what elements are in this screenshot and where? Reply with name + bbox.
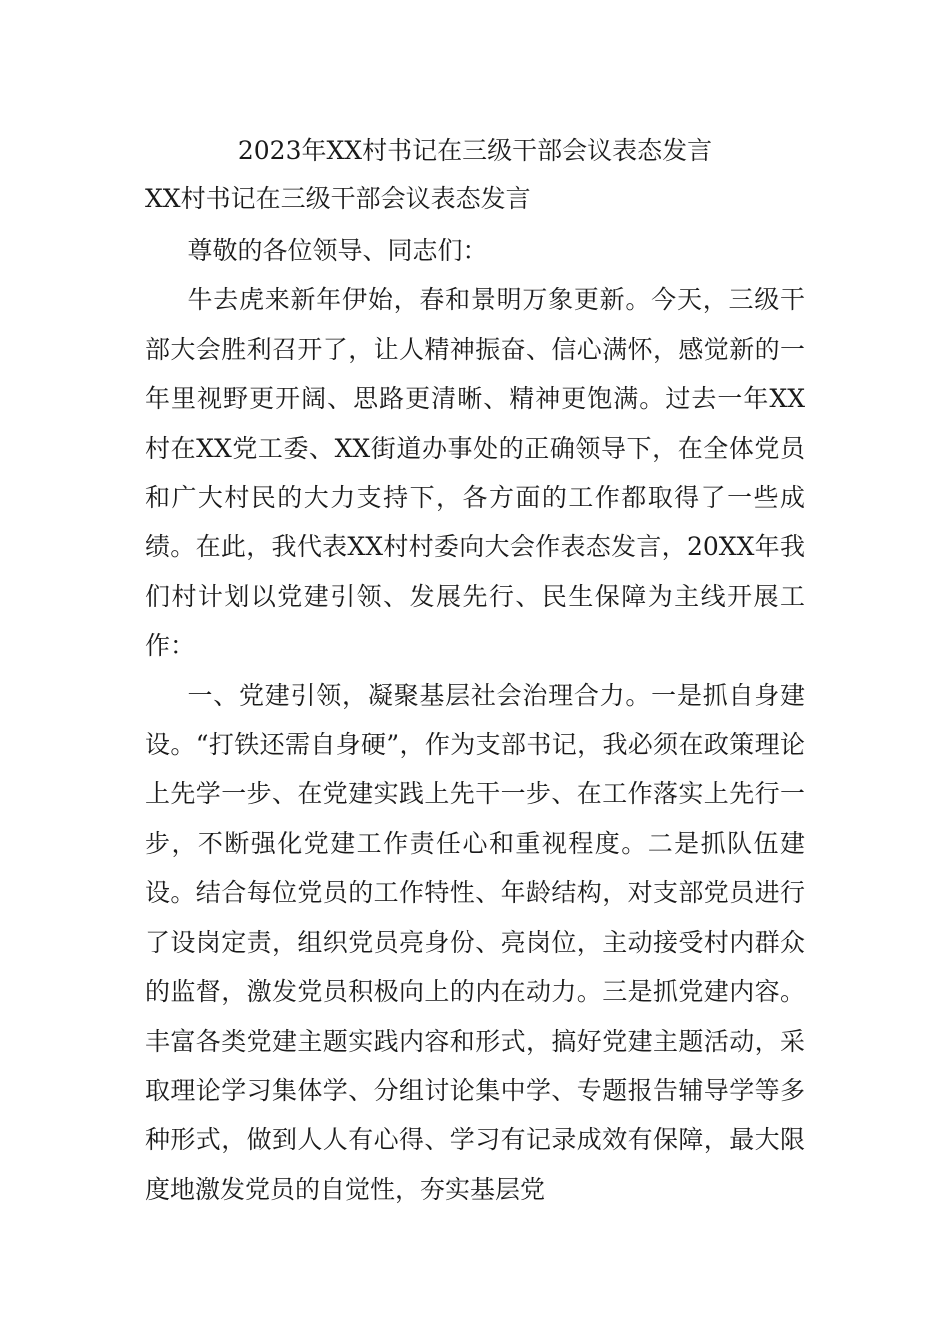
- document-body: [145, 226, 805, 1214]
- document-subtitle: XX村书记在三级干部会议表态发言: [145, 184, 531, 213]
- section-one-paragraph: 一、党建引领，凝聚基层社会治理合力。一是抓自身建设。“打铁还需自身硬”，作为支部书记，我必须在政策理论上先学一步、在党建实践上先干一步、在工作落实上先行一步，不断强化党建工作责任心和重视程度。二是抓队伍建设。结合每位党员的工作特性、年龄结构，对支部党员进行了设岗定责，组织党员亮身份、亮岗位，主动接受村内群众的监督，激发党员积极向上的内在动力。三是抓党建内容。丰富各类党建主题实践内容和形式，搞好党建主题活动，采取理论学习集体学、分组讨论集中学、专题报告辅导学等多种形式，做到人人有心得、学习有记录成效有保障，最大限度地激发党员的自觉性，夯实基层党: [145, 680, 805, 1204]
- document-title: 2023年XX村书记在三级干部会议表态发言: [237, 136, 713, 165]
- salutation-paragraph: 尊敬的各位领导、同志们：: [187, 236, 488, 265]
- intro-paragraph: 牛去虎来新年伊始，春和景明万象更新。今天，三级干部大会胜利召开了，让人精神振奋、信心满怀，感觉新的一年里视野更开阔、思路更清晰、精神更饱满。过去一年XX村在XX党工委、XX街道办事处的正确领导下，在全体党员和广大村民的大力支持下，各方面的工作都取得了一些成绩。在此，我代表XX村村委向大会作表态发言，20XX年我们村计划以党建引领、发展先行、民生保障为主线开展工作：: [145, 285, 805, 661]
